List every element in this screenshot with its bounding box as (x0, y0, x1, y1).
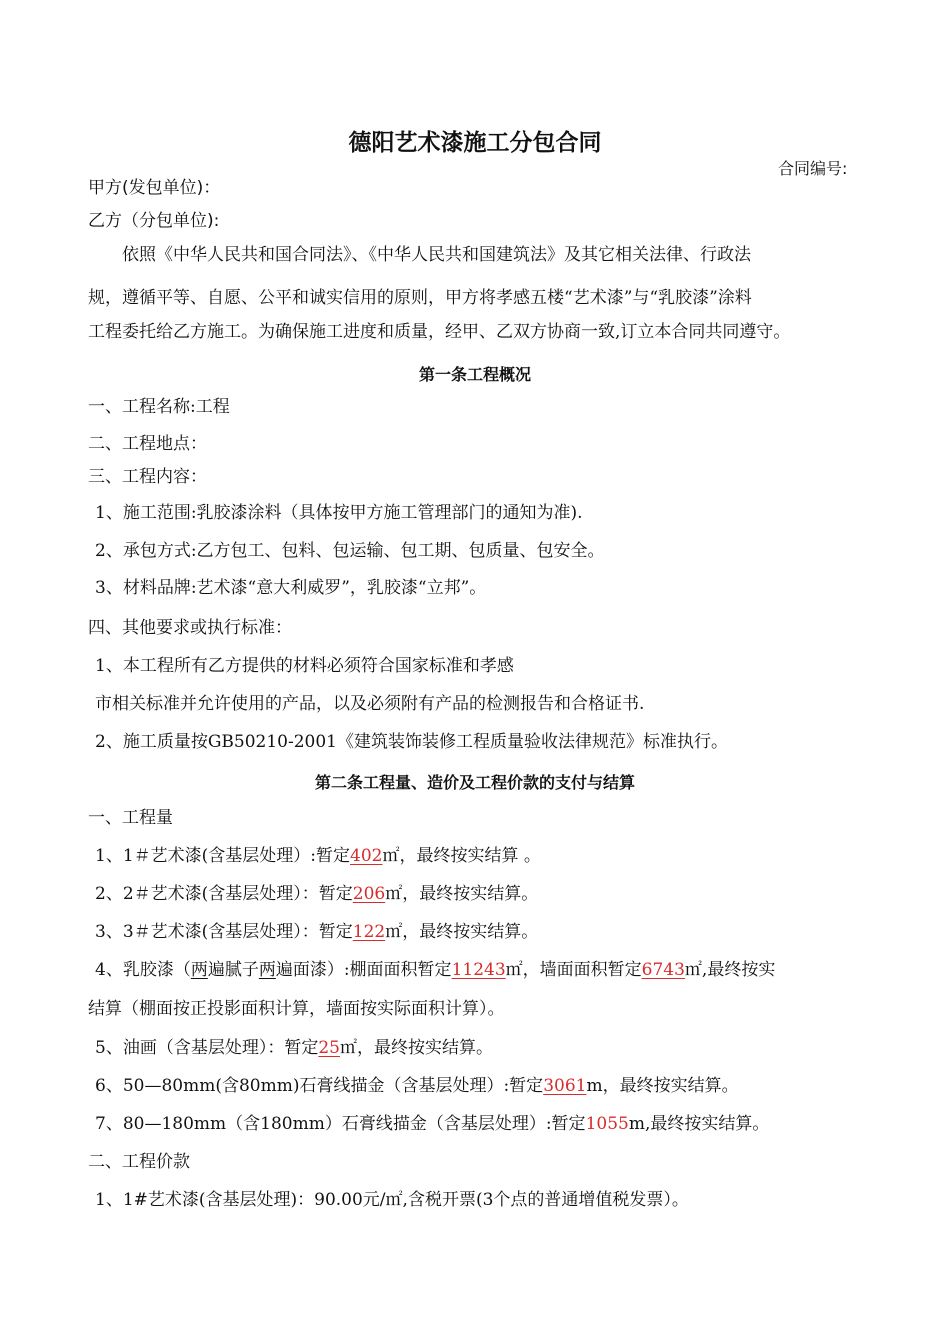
construction-scope: 1、施工范围:乳胶漆涂料（具体按甲方施工管理部门的通知为准). (95, 503, 583, 523)
q6-suffix: m，最终按实结算。 (586, 1076, 739, 1096)
party-b: 乙方（分包单位): (88, 211, 220, 231)
quantity-item-7 (95, 1113, 769, 1135)
q4-value-wall: 6743 (641, 960, 685, 980)
q4-underline-2: 两 (258, 960, 276, 980)
q2-value: 206 (352, 884, 386, 904)
intro-line-1: 依照《中华人民共和国合同法》、《中华人民共和国建筑法》及其它相关法律、行政法 (122, 245, 751, 265)
contract-title: 德阳艺术漆施工分包合同 (348, 130, 602, 156)
quantity-item-3 (95, 921, 538, 943)
contract-mode: 2、承包方式:乙方包工、包料、包运输、包工期、包质量、包安全。 (95, 541, 605, 561)
q1-text: 1、1＃艺术漆(含基层处理）:暂定 (95, 846, 350, 866)
q7-value: 1055 (585, 1114, 629, 1134)
q4-underline-1: 两 (190, 960, 208, 980)
quantity-item-4-line2: 结算（棚面按正投影面积计算，墙面按实际面积计算）。 (88, 999, 505, 1019)
requirement-1a: 1、本工程所有乙方提供的材料必须符合国家标准和孝感 (95, 656, 514, 676)
q4-mid-1: 遍腻子 (207, 960, 259, 980)
q7-suffix: m,最终按实结算。 (628, 1114, 770, 1134)
quantity-item-5 (95, 1037, 493, 1059)
project-name: 一、工程名称:工程 (88, 397, 230, 417)
q5-suffix: ㎡，最终按实结算。 (339, 1038, 493, 1058)
q4-value-ceiling: 11243 (451, 960, 506, 980)
q5-text: 5、油画（含基层处理）：暂定 (95, 1038, 319, 1058)
q2-text: 2、2＃艺术漆(含基层处理）：暂定 (95, 884, 353, 904)
q6-value: 3061 (543, 1076, 587, 1096)
quantity-title: 一、工程量 (88, 808, 173, 828)
quantity-item-2 (95, 883, 538, 905)
q5-value: 25 (318, 1038, 340, 1058)
price-title: 二、工程价款 (88, 1152, 190, 1172)
requirement-2: 2、施工质量按GB50210-2001《建筑装饰装修工程质量验收法律规范》标准执行。 (95, 732, 728, 752)
price-item-1: 1、1#艺术漆(含基层处理)：90.00元/㎡,含税开票(3个点的普通增值税发票）。 (95, 1190, 689, 1210)
q3-text: 3、3＃艺术漆(含基层处理）：暂定 (95, 922, 353, 942)
q7-text: 7、80—180mm（含180mm）石膏线描金（含基层处理）:暂定 (95, 1114, 586, 1134)
section1-heading: 第一条工程概况 (418, 365, 531, 384)
q3-suffix: ㎡，最终按实结算。 (385, 922, 539, 942)
intro-line-3: 工程委托给乙方施工。为确保施工进度和质量，经甲、乙双方协商一致,订立本合同共同遵守。 (88, 322, 791, 342)
project-content: 三、工程内容： (88, 467, 207, 487)
section2-heading: 第二条工程量、造价及工程价款的支付与结算 (314, 773, 635, 792)
q4-text: 4、乳胶漆（ (95, 960, 191, 980)
intro-line-2: 规，遵循平等、自愿、公平和诚实信用的原则，甲方将孝感五楼“艺术漆”与“乳胶漆”涂料 (88, 288, 752, 308)
q1-value: 402 (350, 846, 383, 866)
q4-suffix: ㎡,最终按实 (684, 960, 776, 980)
contract-number-label: 合同编号: (778, 159, 848, 178)
q4-mid-2: 遍面漆）:棚面面积暂定 (275, 960, 452, 980)
quantity-item-1 (95, 845, 541, 867)
q4-mid-3: ㎡，墙面面积暂定 (505, 960, 642, 980)
q6-text: 6、50—80mm(含80mm)石膏线描金（含基层处理）:暂定 (95, 1076, 544, 1096)
quantity-item-6 (95, 1075, 739, 1097)
project-location: 二、工程地点： (88, 434, 207, 454)
party-a: 甲方(发包单位)： (88, 178, 221, 198)
quantity-item-4 (95, 959, 775, 981)
q2-suffix: ㎡，最终按实结算。 (385, 884, 539, 904)
requirement-1b: 市相关标准并允许使用的产品，以及必须附有产品的检测报告和合格证书. (95, 694, 645, 714)
q1-suffix: ㎡，最终按实结算 。 (382, 846, 541, 866)
other-requirements: 四、其他要求或执行标准： (88, 618, 292, 638)
material-brand: 3、材料品牌:艺术漆“意大利威罗”，乳胶漆“立邦”。 (95, 578, 487, 598)
q3-value: 122 (352, 922, 386, 942)
